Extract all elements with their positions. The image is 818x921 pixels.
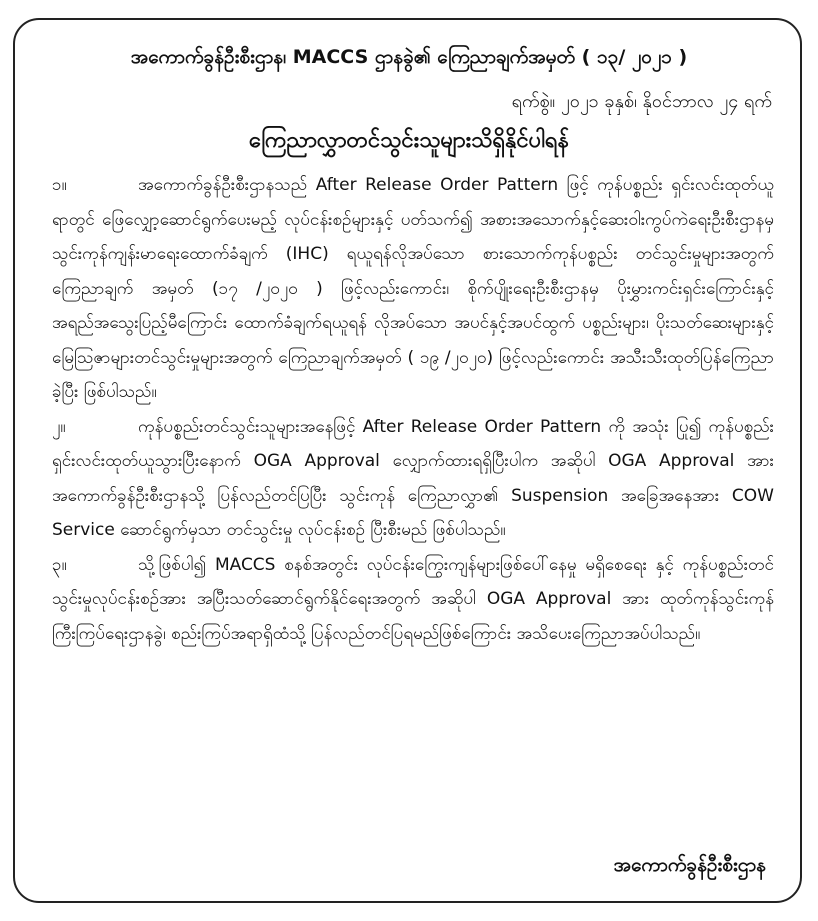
signature: အကောက်ခွန်ဦးစီးဌာန — [613, 854, 766, 876]
paragraph-text: အကောက်ခွန်ဦးစီးဌာနသည် After Release Order Pattern ဖြင့် ကုန်ပစ္စည်း ရှင်းလင်းထုတ်ယူရာတွင် ဖြေလျှော့ဆောင်ရွက်ပေးမည့် လုပ်ငန်းစဉ်များနှင့် ပတ်သက်၍ အစားအသောက်နှင့်ဆေးဝါးကွပ်ကဲရေးဦးစီးဌာနမှ သွင်းကုန်ကျန်းမာရေးထောက်ခံချက် (IHC) ရယူရန်လိုအပ်သော စားသောက်ကုန်ပစ္စည်း တင်သွင်းမှုများအတွက် ကြေညာချက် အမှတ် (၁၇ /၂၀၂၀ ) ဖြင့်လည်းကောင်း၊ စိုက်ပျိုးရေးဦးစီးဌာနမှ ပိုးမွှားကင်းရှင်းကြောင်းနှင့် အရည်အသွေးပြည့်မီကြောင်း ထောက်ခံချက်ရယူရန် လိုအပ်သော အပင်နှင့်အပင်ထွက် ပစ္စည်းများ၊ ပိုးသတ်ဆေးများနှင့် မြေဩဇာများတင်သွင်းမှုများအတွက် ကြေညာချက်အမှတ် ( ၁၉ /၂၀၂၀) ဖြင့်လည်းကောင်း အသီးသီးထုတ်ပြန်ကြေညာခဲ့ပြီး ဖြစ်ပါသည်။ — [52, 175, 774, 402]
paragraph-1 — [52, 168, 774, 410]
paragraph-text: ကုန်ပစ္စည်းတင်သွင်းသူများအနေဖြင့် After Release Order Pattern ကို အသုံး ပြု၍ ကုန်ပစ္စည်းရှင်းလင်းထုတ်ယူသွားပြီးနောက် OGA Approval လျှောက်ထားရရှိပြီးပါက အဆိုပါ OGA Approval အား အကောက်ခွန်ဦးစီးဌာနသို့ ပြန်လည်တင်ပြပြီး သွင်းကုန် ကြေညာလွှာ၏ Suspension အခြေအနေအား COW Service ဆောင်ရွက်မှသာ တင်သွင်းမှု လုပ်ငန်းစဉ် ပြီးစီးမည် ဖြစ်ပါသည်။ — [52, 416, 774, 540]
paragraph-3 — [52, 548, 774, 652]
notice-body — [52, 168, 774, 651]
paragraph-2 — [52, 410, 774, 548]
paragraph-number: ၁။ — [52, 175, 67, 195]
paragraph-number: ၂။ — [52, 416, 66, 437]
notice-subject: ကြေညာလွှာတင်သွင်းသူများသိရှိနိုင်ပါရန် — [248, 128, 570, 153]
paragraph-text: သို့ဖြစ်ပါ၍ MACCS စနစ်အတွင်း လုပ်ငန်းကြွေးကျန်များဖြစ်ပေါ်နေမှု မရှိစေရေး နှင့် ကုန်ပစ္စည်းတင်သွင်းမှုလုပ်ငန်းစဉ်အား အပြီးသတ်ဆောင်ရွက်နိုင်ရေးအတွက် အဆိုပါ OGA Approval အား ထုတ်ကုန်သွင်းကုန်ကြီးကြပ်ရေးဌာနခွဲ၊ စည်းကြပ်အရာရှိထံသို့ ပြန်လည်တင်ပြရမည်ဖြစ်ကြောင်း အသိပေးကြေညာအပ်ပါသည်။ — [52, 554, 774, 644]
paragraph-number: ၃။ — [52, 554, 67, 575]
notice-date: ရက်စွဲ။ ၂၀၂၁ ခုနှစ်၊ နိုဝင်ဘာလ ၂၄ ရက် — [511, 91, 772, 112]
notice-title: အကောက်ခွန်ဦးစီးဌာန၊ MACCS ဌာနခွဲ၏ ကြေညာချက်အမှတ် ( ၁၃/ ၂၀၂၁ ) — [130, 46, 688, 68]
